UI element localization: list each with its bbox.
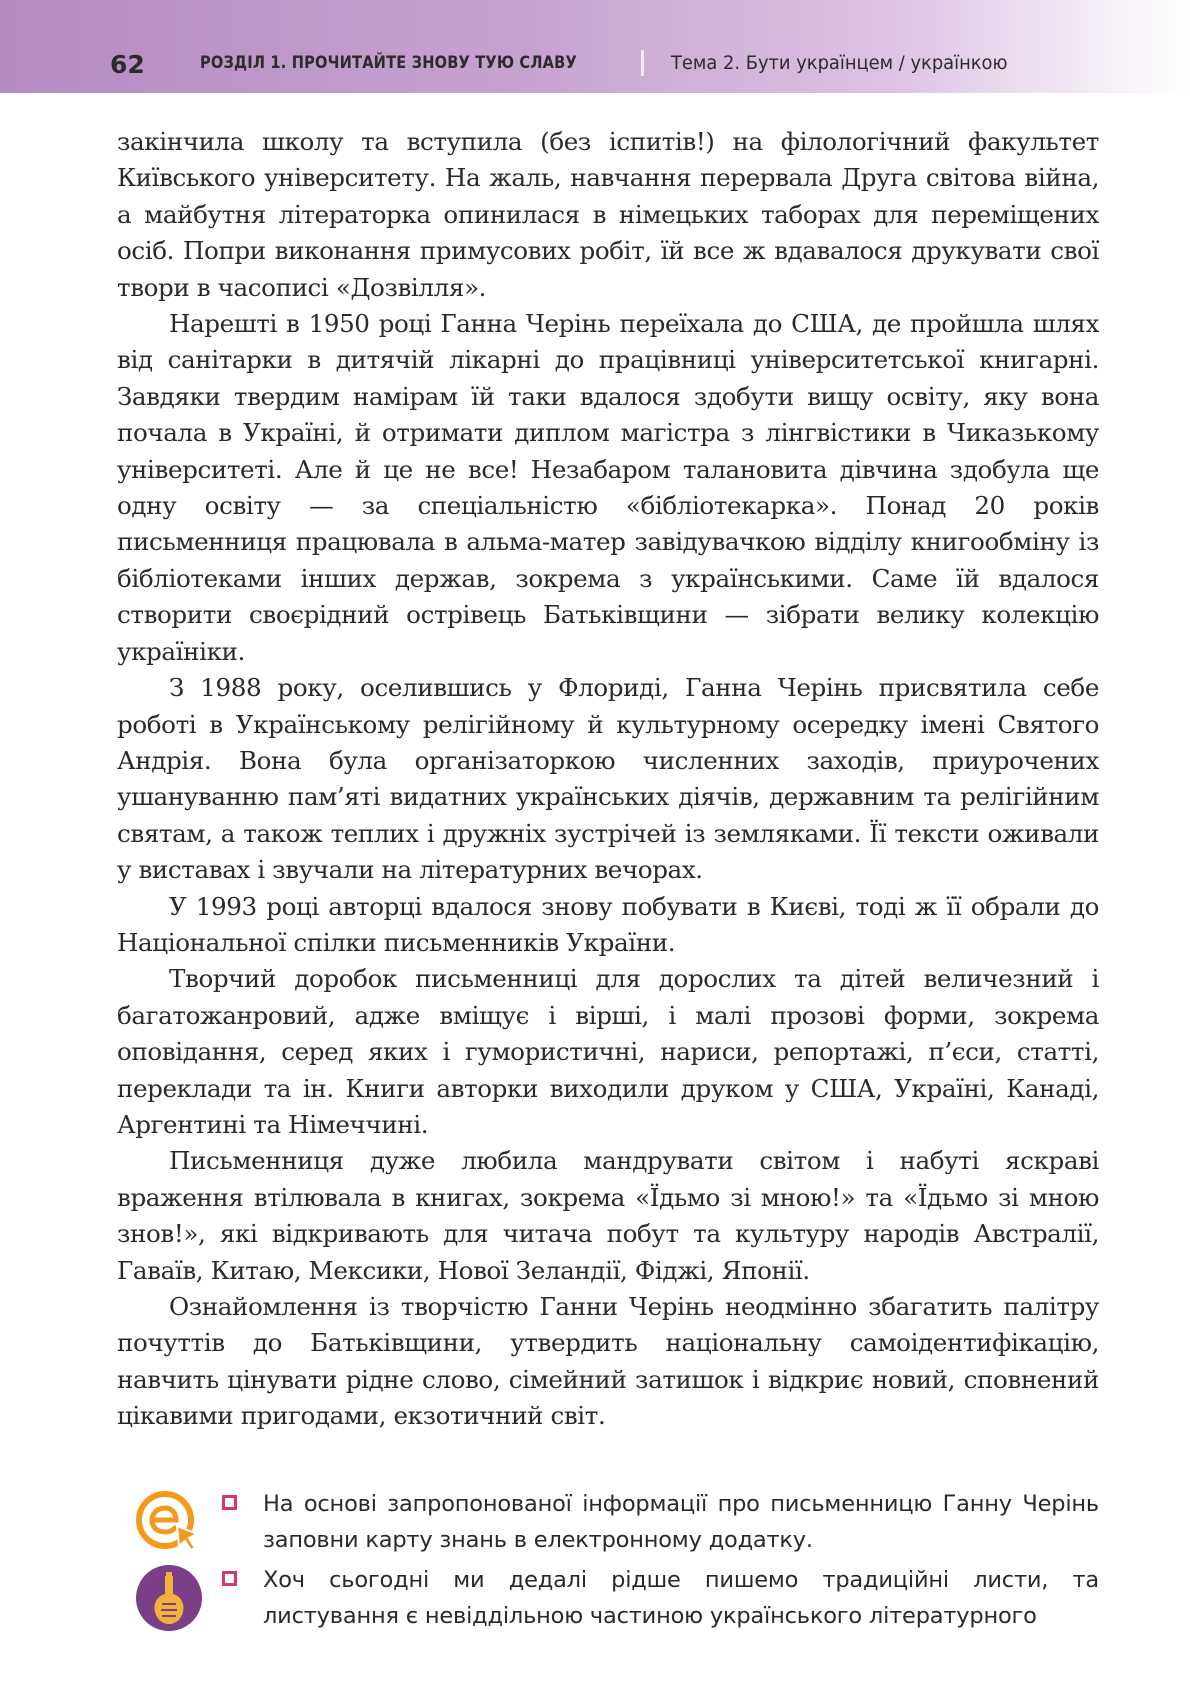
paragraph: Письменниця дуже любила мандрувати світом і набуті яскраві враження втілювала в книгах, зокрема «Їдьмо зі мною!» та «Їдьмо зі мною знов!», які відкривають для читача побут та культуру народів Австралії, Гаваїв, Китаю, Мексики, Нової Зеландії, Фіджі, Японії.: [117, 1146, 1099, 1285]
task-bullet: [222, 1571, 237, 1586]
paragraph: Творчий доробок письменниці для дорослих та дітей величезний і багатожанровий, адже вміщує і вірші, і малі прозові форми, зокрема оповідання, серед яких і гумористичні, нариси, репортажі, п’єси, статті, переклади та ін. Книги авторки виходили друком у США, Україні, Канаді, Аргентині та Німеччині.: [117, 964, 1099, 1139]
paragraph: закінчила школу та вступила (без іспитів!) на філологічний факультет Київського університету. На жаль, навчання перервала Друга світова війна, а майбутня літераторка опинилася в німецьких таборах для переміщених осіб. Попри виконання примусових робіт, їй все ж вдавалося друкувати свої твори в часописі «Дозвілля».: [117, 127, 1099, 302]
paragraph: У 1993 році авторці вдалося знову побувати в Києві, тоді ж її обрали до Національної спілки письменників України.: [117, 891, 1099, 957]
paragraph: Ознайомлення із творчістю Ганни Черінь неодмінно збагатить палітру почуттів до Батьківщини, утвердить національну самоідентифікацію, навчить цінувати рідне слово, сімейний затишок і відкриє новий, сповнений цікавими пригодами, екзотичний світ.: [117, 1292, 1099, 1431]
header-separator: [641, 50, 644, 76]
section-title: РОЗДІЛ 1. ПРОЧИТАЙТЕ ЗНОВУ ТУЮ СЛАВУ: [200, 53, 577, 73]
paragraph: Нарешті в 1950 році Ганна Черінь переїхала до США, де пройшла шлях від санітарки в дитячій лікарні до працівниці університетської книгарні. Завдяки твердим намірам їй таки вдалося здобути вищу освіту, яку вона почала в Україні, й отримати диплом магістра з лінгвістики в Чиказькому університеті. Але й це не все! Незабаром талановита дівчина здобула ще одну освіту — за спеціальністю «бібліотекарка». Понад 20 років письменниця працювала в альма-матер завідувачкою відділу книгообміну із бібліотеками інших держав, зокрема з українськими. Саме їй вдалося створити своєрідний острівець Батьківщини — зібрати велику колекцію україніки.: [117, 309, 1099, 666]
page-number: 62: [110, 50, 145, 79]
task-item: [135, 1564, 1099, 1640]
task-bullet: [222, 1495, 237, 1510]
paragraph: З 1988 року, оселившись у Флориді, Ганна Черінь присвятила себе роботі в Українському релігійному й культурному осередку імені Святого Андрія. Вона була організаторкою численних заходів, приурочених ушануванню пам’яті видатних українських діячів, державним та релігійним святам, а також теплих і дружніх зустрічей із земляками. Її тексти оживали у виставах і звучали на літературних вечорах.: [117, 673, 1099, 885]
page-header: [0, 0, 1190, 93]
e-learning-icon[interactable]: [135, 1488, 203, 1556]
task-list: [135, 1488, 1099, 1640]
task-item: [135, 1488, 1099, 1564]
topic-title: Тема 2. Бути українцем / українкою: [671, 52, 1008, 74]
task-text: На основі запропонованої інформації про письменницю Ганну Черінь заповни карту знань в електронному додатку.: [263, 1491, 1099, 1553]
bandura-icon: [135, 1564, 203, 1632]
article-body: [117, 124, 1099, 1435]
task-text: Хоч сьогодні ми дедалі рідше пишемо традиційні листи, та листування є невіддільною частиною українського літературного: [263, 1567, 1099, 1629]
